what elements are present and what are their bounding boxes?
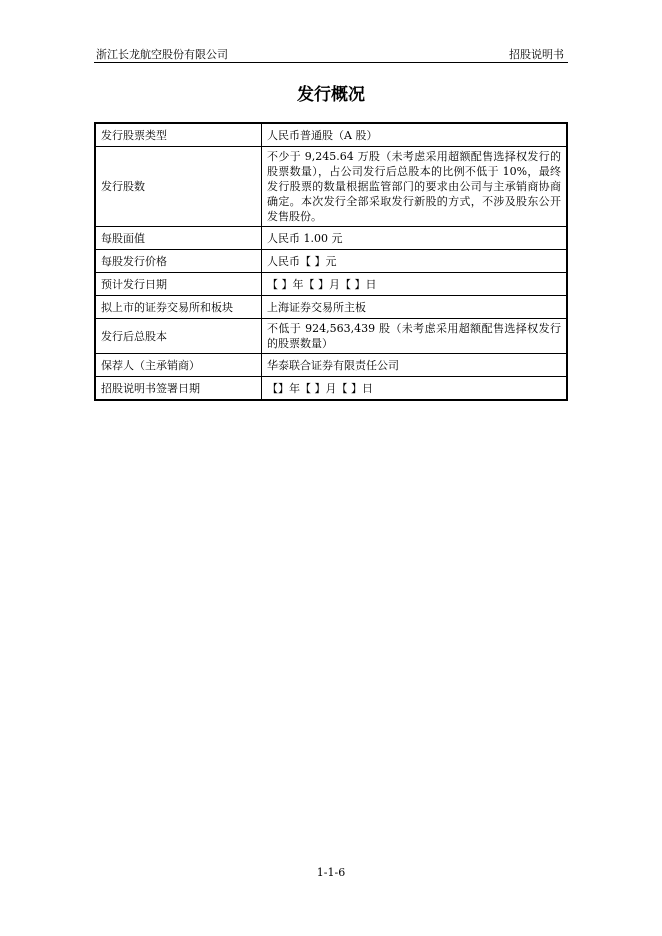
table-row [95,227,567,250]
row-value: 上海证券交易所主板 [262,296,568,319]
row-value: 不低于 924,563,439 股（未考虑采用超额配售选择权发行的股票数量） [262,319,568,354]
table-row [95,250,567,273]
row-value: 人民币 1.00 元 [262,227,568,250]
row-label: 发行股票类型 [95,123,262,147]
row-label: 发行股数 [95,147,262,227]
table-row [95,273,567,296]
row-label: 保荐人（主承销商） [95,354,262,377]
row-value: 【】年【 】月【 】日 [262,377,568,401]
row-value: 华泰联合证券有限责任公司 [262,354,568,377]
row-value: 人民币【 】元 [262,250,568,273]
row-label: 拟上市的证券交易所和板块 [95,296,262,319]
row-label: 每股发行价格 [95,250,262,273]
table-row [95,147,567,227]
header-document-type: 招股说明书 [509,48,564,61]
header-divider [94,62,568,63]
offering-overview-table [94,122,568,401]
row-value: 【 】年【 】月【 】日 [262,273,568,296]
table-row [95,377,567,401]
row-label: 招股说明书签署日期 [95,377,262,401]
table-row [95,354,567,377]
page-title: 发行概况 [297,85,365,105]
row-value: 人民币普通股（A 股） [262,123,568,147]
table-row [95,296,567,319]
page-number: 1-1-6 [316,866,346,879]
row-label: 预计发行日期 [95,273,262,296]
table-row [95,123,567,147]
header-company: 浙江长龙航空股份有限公司 [96,48,228,61]
row-label: 发行后总股本 [95,319,262,354]
row-label: 每股面值 [95,227,262,250]
row-value: 不少于 9,245.64 万股（未考虑采用超额配售选择权发行的股票数量），占公司发行后总股本的比例不低于 10%，最终发行股票的数量根据监管部门的要求由公司与主承销商协商确定。本次发行全部采取发行新股的方式，不涉及股东公开发售股份。 [262,147,568,227]
table-row [95,319,567,354]
